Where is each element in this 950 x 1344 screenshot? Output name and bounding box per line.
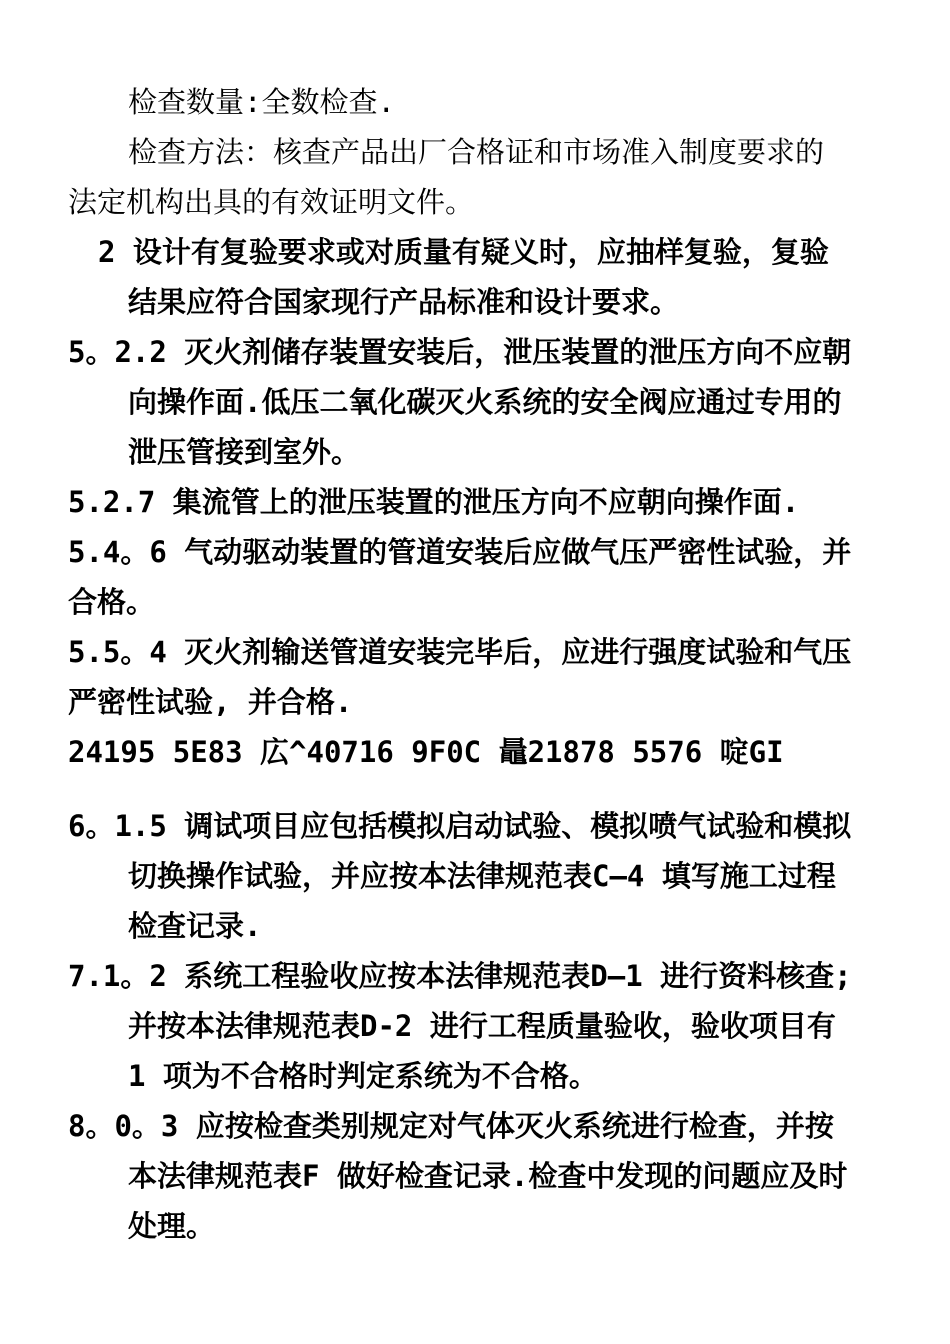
clause-5-2-2-line-3: 泄压管接到室外。 (128, 435, 361, 469)
clause-5-2-7-line-1: 5.2.7 集流管上的泄压装置的泄压方向不应朝向操作面. (68, 485, 800, 519)
clause-7-1-2-line-3: 1 项为不合格时判定系统为不合格。 (128, 1059, 598, 1093)
clause-7-1-2-line-2: 并按本法律规范表D-2 进行工程质量验收，验收项目有 (128, 1009, 836, 1043)
clause-7-1-2-line-1: 7.1。2 系统工程验收应按本法律规范表D—1 进行资料核查; (68, 959, 852, 993)
clause-8-0-3-line-3: 处理。 (128, 1209, 216, 1243)
check-method-line-1: 检查方法：核查产品出厂合格证和市场准入制度要求的 (128, 135, 825, 169)
clause-6-1-5-line-1: 6。1.5 调试项目应包括模拟启动试验、模拟喷气试验和模拟 (68, 809, 852, 843)
clause-8-0-3-line-1: 8。0。3 应按检查类别规定对气体灭火系统进行检查，并按 (68, 1109, 834, 1143)
clause-8-0-3-line-2: 本法律规范表F 做好检查记录.检查中发现的问题应及时 (128, 1159, 848, 1193)
item-2-line-2: 结果应符合国家现行产品标准和设计要求。 (128, 285, 680, 319)
clause-5-5-4-line-1: 5.5。4 灭火剂输送管道安装完毕后，应进行强度试验和气压 (68, 635, 852, 669)
check-quantity-line: 检查数量:全数检查. (128, 85, 395, 119)
garbled-text-line: 24195 5E83 広^40716 9F0C 鼂21878 5576 啶GI (68, 735, 784, 769)
check-method-line-2: 法定机构出具的有效证明文件。 (68, 185, 475, 219)
clause-5-2-2-line-1: 5。2.2 灭火剂储存装置安装后，泄压装置的泄压方向不应朝 (68, 335, 852, 369)
clause-6-1-5-line-2: 切换操作试验，并应按本法律规范表C—4 填写施工过程 (128, 859, 836, 893)
item-2-line-1: 2 设计有复验要求或对质量有疑义时，应抽样复验，复验 (98, 235, 829, 269)
clause-5-4-6-line-2: 合格。 (68, 585, 156, 619)
clause-5-4-6-line-1: 5.4。6 气动驱动装置的管道安装后应做气压严密性试验，并 (68, 535, 852, 569)
clause-5-5-4-line-2: 严密性试验, 并合格. (68, 685, 353, 719)
clause-6-1-5-line-3: 检查记录. (128, 909, 262, 943)
clause-5-2-2-line-2: 向操作面.低压二氧化碳灭火系统的安全阀应通过专用的 (128, 385, 842, 419)
